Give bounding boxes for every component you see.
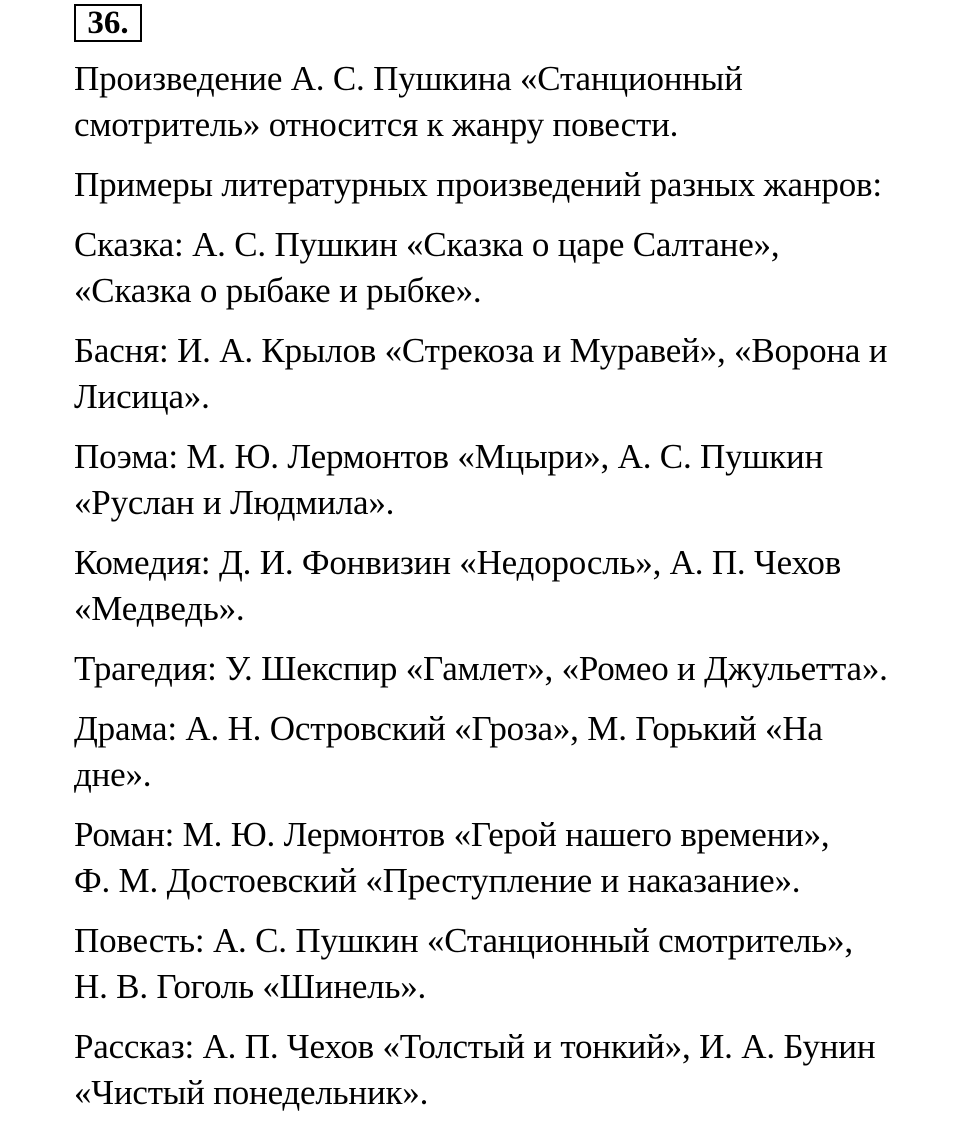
text-line: Поэма: М. Ю. Лермонтов «Мцыри», А. С. Пушкин [74,437,824,476]
answer-text [4,56,960,1130]
task-number-box: 36. [74,4,142,42]
text-line: Рассказ: А. П. Чехов «Толстый и тонкий», И. А. Бунин [74,1027,876,1066]
paragraph-povest [4,918,960,1010]
text-line: «Руслан и Людмила». [74,483,395,522]
paragraph-skazka [4,222,960,314]
text-line: Басня: И. А. Крылов «Стрекоза и Муравей», «Ворона и [74,331,888,370]
text-line: «Медведь». [74,589,245,628]
text-line: «Сказка о рыбаке и рыбке». [74,271,482,310]
paragraph-komediya [4,540,960,632]
text-line: Роман: М. Ю. Лермонтов «Герой нашего времени», [74,815,830,854]
text-line: Ф. М. Достоевский «Преступление и наказание». [74,861,801,900]
text-line: смотритель» относится к жанру повести. [74,105,679,144]
paragraph-tragediya [4,646,960,692]
paragraph-drama [4,706,960,798]
text-line: дне». [74,755,152,794]
text-line: Произведение А. С. Пушкина «Станционный [74,59,743,98]
text-line: Примеры литературных произведений разных жанров: [74,165,882,204]
paragraph-basnya [4,328,960,420]
text-line: Комедия: Д. И. Фонвизин «Недоросль», А. П. Чехов [74,543,842,582]
paragraph-examples-intro [4,162,960,208]
paragraph-poema [4,434,960,526]
paragraph-genre-statement [4,56,960,148]
paragraph-rasskaz [4,1024,960,1116]
text-line: Н. В. Гоголь «Шинель». [74,967,427,1006]
paragraph-roman [4,812,960,904]
text-line: Драма: А. Н. Островский «Гроза», М. Горький «На [74,709,823,748]
text-line: Лисица». [74,377,210,416]
text-line: «Чистый понедельник». [74,1073,429,1112]
text-line: Трагедия: У. Шекспир «Гамлет», «Ромео и Джульетта». [74,649,888,688]
text-line: Сказка: А. С. Пушкин «Сказка о царе Салтане», [74,225,780,264]
text-line: Повесть: А. С. Пушкин «Станционный смотритель», [74,921,853,960]
